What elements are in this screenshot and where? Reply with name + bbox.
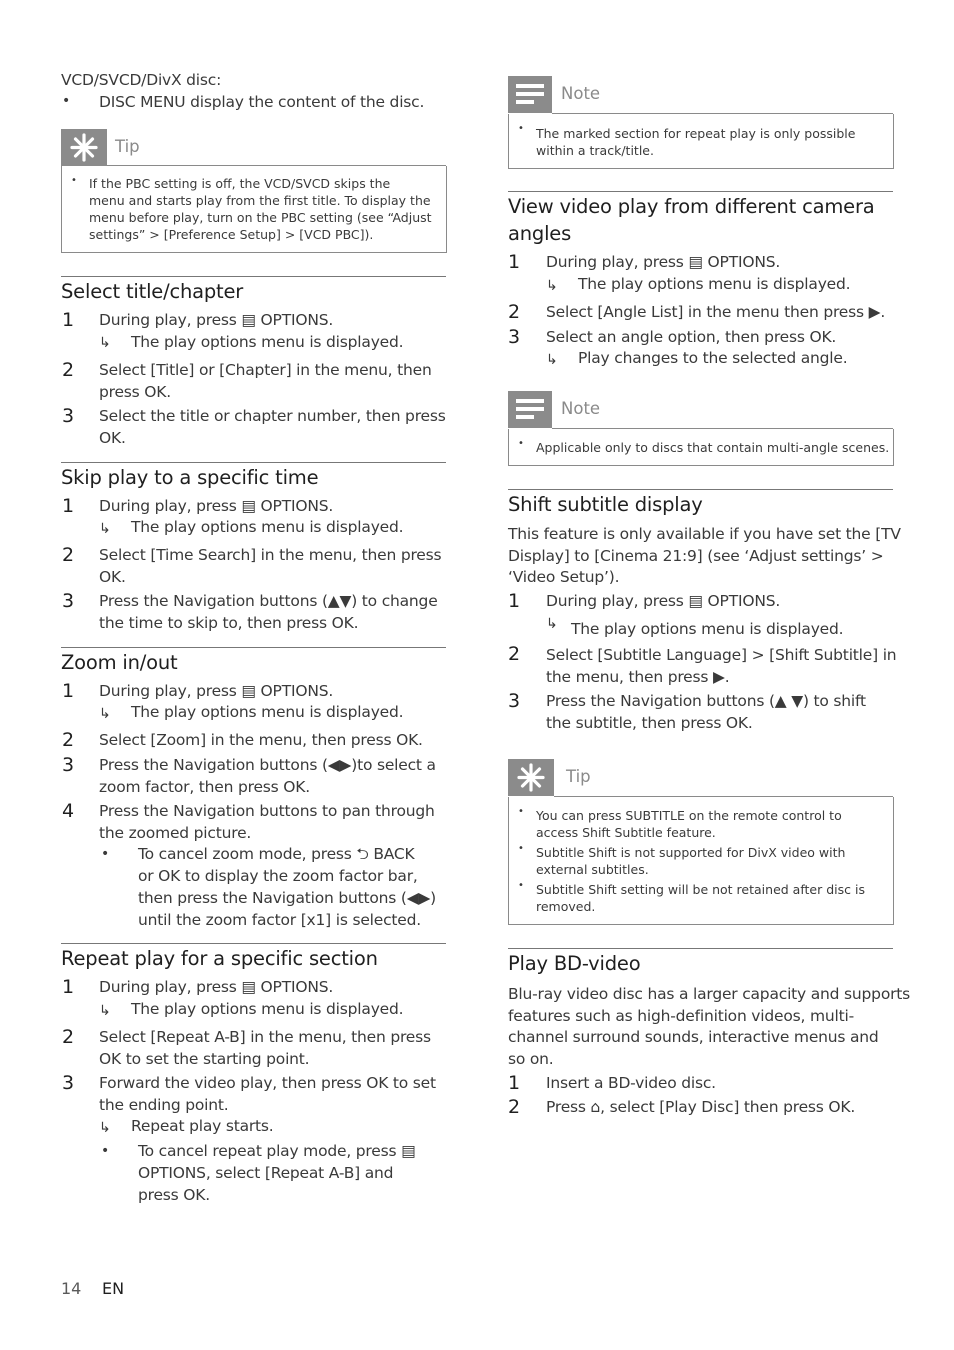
tip-box: • You can press SUBTITLE on the remote control to access Shift Subtitle feature. • Subtitle Shift is not supported for DivX video with external subtitles. • Subtitle Shift setting will be not retained after disc is removed. <box>508 797 894 925</box>
tip-line: Subtitle Shift setting will be not retained after disc is <box>536 882 865 897</box>
step-text: Forward the video play, then press OK to set <box>99 1074 436 1092</box>
step-text: Select the title or chapter number, then press <box>99 407 446 425</box>
step-text: Select [Time Search] in the menu, then press <box>99 546 442 564</box>
step-text: the time to skip to, then press OK. <box>99 614 359 632</box>
step-number: 1 <box>508 251 521 273</box>
tip-line: removed. <box>536 899 596 914</box>
step-text: the subtitle, then press OK. <box>546 714 753 732</box>
step-number: 2 <box>508 1096 521 1118</box>
step-number: 4 <box>62 800 75 822</box>
result-text: The play options menu is displayed. <box>578 275 851 293</box>
step-text: Press the Navigation buttons (◀▶)to select a <box>99 756 436 774</box>
result-text: The play options menu is displayed. <box>131 1000 404 1018</box>
vcd-bullet-text: DISC MENU display the content of the disc. <box>99 93 425 111</box>
section-heading: Play BD-video <box>508 952 641 975</box>
paragraph-line: channel surround sounds, interactive menus and <box>508 1028 879 1046</box>
step-text: During play, press ▤ OPTIONS. <box>546 592 781 610</box>
result-text: The play options menu is displayed. <box>131 518 404 536</box>
result-text: The play options menu is displayed. <box>571 620 844 638</box>
section-rule <box>61 647 446 648</box>
step-text: Press the Navigation buttons (▲ ▼) to shift <box>546 692 866 710</box>
step-text: Press the Navigation buttons to pan through <box>99 802 435 820</box>
result-arrow-icon: ↳ <box>546 616 558 632</box>
step-text: During play, press ▤ OPTIONS. <box>99 978 334 996</box>
result-arrow-icon: ↳ <box>546 352 558 368</box>
step-number: 2 <box>62 544 75 566</box>
section-rule <box>508 489 893 490</box>
tip-label: Tip <box>115 137 140 156</box>
paragraph-line: features such as high-definition videos, multi- <box>508 1007 854 1025</box>
step-text: Select [Zoom] in the menu, then press OK. <box>99 731 423 749</box>
step-number: 1 <box>62 680 75 702</box>
tip-icon <box>508 759 554 796</box>
result-text: Repeat play starts. <box>131 1117 274 1135</box>
note-box: • Applicable only to discs that contain multi-angle scenes. <box>508 429 894 466</box>
step-text: zoom factor, then press OK. <box>99 778 310 796</box>
step-text: Insert a BD-video disc. <box>546 1074 716 1092</box>
step-text: press OK. <box>99 383 171 401</box>
section-rule <box>61 462 446 463</box>
step-text: Press the Navigation buttons (▲▼) to change <box>99 592 438 610</box>
tip-line: Subtitle Shift is not supported for DivX video with <box>536 845 846 860</box>
step-number: 3 <box>508 690 521 712</box>
paragraph-line: Blu-ray video disc has a larger capacity and supports <box>508 985 911 1003</box>
step-number: 3 <box>62 1072 75 1094</box>
step-text: Press ⌂, select [Play Disc] then press OK. <box>546 1098 856 1116</box>
step-text: OK. <box>99 568 126 586</box>
tip-label: Tip <box>566 767 591 786</box>
step-number: 2 <box>62 729 75 751</box>
section-heading: Select title/chapter <box>61 280 244 303</box>
step-text: OK. <box>99 429 126 447</box>
paragraph-line: Display] to [Cinema 21:9] (see ‘Adjust settings’ > <box>508 547 884 565</box>
tip-line: access Shift Subtitle feature. <box>536 825 716 840</box>
step-text: Select [Repeat A-B] in the menu, then press <box>99 1028 431 1046</box>
step-number: 1 <box>62 309 75 331</box>
tip-icon <box>61 129 107 166</box>
sub-bullet-text: press OK. <box>138 1186 210 1204</box>
bullet: • <box>101 846 110 862</box>
tip-line: menu before play, turn on the PBC setting (see “Adjust <box>89 210 432 225</box>
step-number: 2 <box>62 359 75 381</box>
tip-line: menu and starts play from the first title. To display the <box>89 193 431 208</box>
result-arrow-icon: ↳ <box>99 521 111 537</box>
step-text: During play, press ▤ OPTIONS. <box>99 682 334 700</box>
tip-line: You can press SUBTITLE on the remote control to <box>536 808 842 823</box>
result-arrow-icon: ↳ <box>99 335 111 351</box>
sub-bullet-text: To cancel repeat play mode, press ▤ <box>138 1142 416 1160</box>
step-text: During play, press ▤ OPTIONS. <box>99 311 334 329</box>
vcd-heading: VCD/SVCD/DivX disc: <box>61 71 222 89</box>
note-box: • The marked section for repeat play is only possible within a track/title. <box>508 114 894 169</box>
section-heading: Zoom in/out <box>61 651 178 674</box>
section-rule <box>508 948 893 949</box>
result-text: Play changes to the selected angle. <box>578 349 848 367</box>
tip-line: external subtitles. <box>536 862 649 877</box>
page-number: 14 <box>61 1279 82 1298</box>
section-rule <box>508 191 893 192</box>
step-text: Select [Angle List] in the menu then press ▶. <box>546 303 886 321</box>
step-number: 2 <box>62 1026 75 1048</box>
step-number: 1 <box>508 1072 521 1094</box>
note-icon <box>508 391 552 428</box>
note-label: Note <box>561 84 601 103</box>
tip-line: settings” > [Preference Setup] > [VCD PBC]). <box>89 227 374 242</box>
step-text: Select [Title] or [Chapter] in the menu, then <box>99 361 432 379</box>
step-text: During play, press ▤ OPTIONS. <box>546 253 781 271</box>
result-arrow-icon: ↳ <box>99 1003 111 1019</box>
result-arrow-icon: ↳ <box>546 278 558 294</box>
step-number: 2 <box>508 643 521 665</box>
step-text: OK to set the starting point. <box>99 1050 310 1068</box>
step-text: Select [Subtitle Language] > [Shift Subtitle] in <box>546 646 897 664</box>
paragraph-line: This feature is only available if you have set the [TV <box>508 525 901 543</box>
step-text: During play, press ▤ OPTIONS. <box>99 497 334 515</box>
result-text: The play options menu is displayed. <box>131 333 404 351</box>
sub-bullet-text: until the zoom factor [x1] is selected. <box>138 911 422 929</box>
sub-bullet-text: To cancel zoom mode, press ⮌ BACK <box>138 845 415 863</box>
step-number: 1 <box>62 495 75 517</box>
sub-bullet-text: then press the Navigation buttons (◀▶) <box>138 889 437 907</box>
note-line: The marked section for repeat play is only possible <box>536 126 856 141</box>
step-number: 3 <box>508 326 521 348</box>
bullet: • <box>62 93 71 109</box>
step-number: 3 <box>62 754 75 776</box>
section-heading: Skip play to a specific time <box>61 466 319 489</box>
note-line: Applicable only to discs that contain multi-angle scenes. <box>536 440 890 455</box>
result-arrow-icon: ↳ <box>99 1120 111 1136</box>
section-heading: Repeat play for a specific section <box>61 947 378 970</box>
sub-bullet-text: OPTIONS, select [Repeat A-B] and <box>138 1164 394 1182</box>
bullet: • <box>101 1143 110 1159</box>
result-arrow-icon: ↳ <box>99 706 111 722</box>
language-code: EN <box>102 1279 125 1298</box>
tip-line: If the PBC setting is off, the VCD/SVCD skips the <box>89 176 391 191</box>
note-line: within a track/title. <box>536 143 654 158</box>
paragraph-line: ‘Video Setup’). <box>508 568 620 586</box>
tip-box: • If the PBC setting is off, the VCD/SVCD skips the menu and starts play from the first title. To display the menu before play, turn on the PBC setting (see “Adjust settings” > [Preference Setup] > [VCD PBC]). <box>61 166 447 253</box>
step-text: the zoomed picture. <box>99 824 252 842</box>
note-label: Note <box>561 399 601 418</box>
section-heading: angles <box>508 222 572 245</box>
section-rule <box>61 943 446 944</box>
section-heading: View video play from different camera <box>508 195 875 218</box>
step-text: Select an angle option, then press OK. <box>546 328 837 346</box>
step-text: the ending point. <box>99 1096 229 1114</box>
step-number: 1 <box>508 590 521 612</box>
step-number: 1 <box>62 976 75 998</box>
step-text: the menu, then press ▶. <box>546 668 730 686</box>
section-heading: Shift subtitle display <box>508 493 703 516</box>
result-text: The play options menu is displayed. <box>131 703 404 721</box>
section-rule <box>61 276 446 277</box>
sub-bullet-text: or OK to display the zoom factor bar, <box>138 867 418 885</box>
paragraph-line: so on. <box>508 1050 554 1068</box>
step-number: 3 <box>62 405 75 427</box>
step-number: 2 <box>508 301 521 323</box>
step-number: 3 <box>62 590 75 612</box>
note-icon <box>508 76 552 113</box>
